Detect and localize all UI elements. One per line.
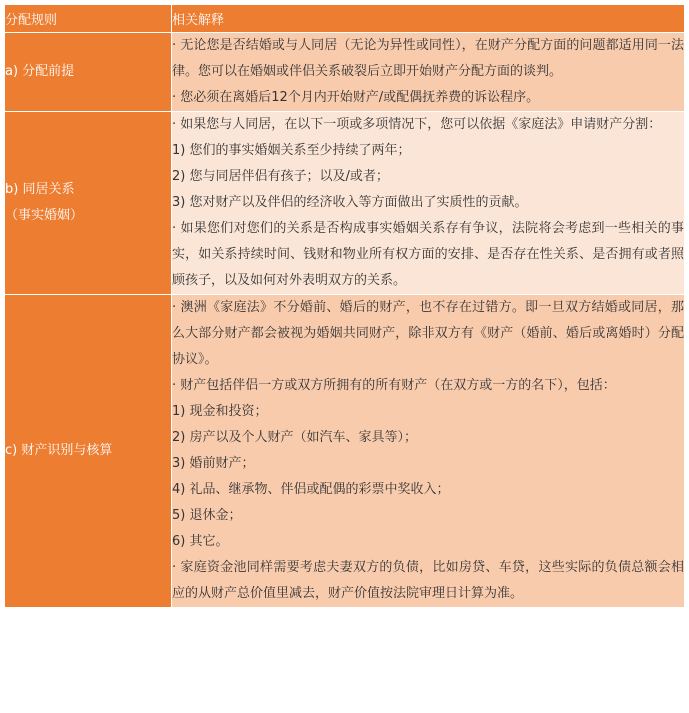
- row-label-text: a) 分配前提: [5, 64, 75, 79]
- explanation-line: · 财产包括伴侣一方或双方所拥有的所有财产（在双方或一方的名下），包括：: [172, 378, 616, 393]
- row-label-text: （事实婚姻）: [5, 208, 84, 223]
- rules-table: [4, 4, 685, 608]
- row-explanation: [172, 33, 685, 112]
- row-label-text: c) 财产识别与核算: [5, 443, 113, 458]
- explanation-line: 1) 现金和投资；: [172, 404, 268, 419]
- explanation-line: 5) 退休金；: [172, 508, 242, 523]
- table-row: [5, 112, 685, 295]
- column-header-explanation: 相关解释: [172, 5, 685, 33]
- table-row: [5, 295, 685, 608]
- row-label: [5, 33, 172, 112]
- column-header-rule: 分配规则: [5, 5, 172, 33]
- row-explanation: [172, 112, 685, 295]
- table-row: [5, 33, 685, 112]
- row-label: [5, 112, 172, 295]
- row-label: [5, 295, 172, 608]
- explanation-line: 2) 房产以及个人财产（如汽车、家具等）；: [172, 430, 417, 445]
- explanation-line: 3) 婚前财产；: [172, 456, 255, 471]
- explanation-line: 4) 礼品、继承物、伴侣或配偶的彩票中奖收入；: [172, 482, 450, 497]
- row-label-text: b) 同居关系: [5, 182, 75, 197]
- explanation-line: 6) 其它。: [172, 534, 229, 549]
- explanation-line: · 您必须在离婚后12个月内开始财产/或配偶抚养费的诉讼程序。: [172, 90, 540, 105]
- explanation-line: 3) 您对财产以及伴侣的经济收入等方面做出了实质性的贡献。: [172, 195, 528, 210]
- explanation-line: · 如果您与人同居，在以下一项或多项情况下，您可以依据《家庭法》申请财产分割：: [172, 117, 662, 132]
- table-header-row: [5, 5, 685, 33]
- explanation-line: · 如果您们对您们的关系是否构成事实婚姻关系存有争议，法院将会考虑到一些相关的事实，如关系持续时间、钱财和物业所有权方面的安排、是否存在性关系、是否拥有或者照顾孩子，以及如何对外表明双方的关系。: [172, 221, 684, 288]
- explanation-line: · 家庭资金池同样需要考虑夫妻双方的负债，比如房贷、车贷，这些实际的负债总额会相应的从财产总价值里减去，财产价值按法院审理日计算为准。: [172, 560, 684, 601]
- watermark-logo: Jing Jing Group: [534, 673, 675, 693]
- explanation-line: 1) 您们的事实婚姻关系至少持续了两年；: [172, 143, 411, 158]
- explanation-line: · 澳洲《家庭法》不分婚前、婚后的财产，也不存在过错方。即一旦双方结婚或同居，那么大部分财产都会被视为婚姻共同财产，除非双方有《财产（婚前、婚后或离婚时）分配协议》。: [172, 300, 684, 367]
- row-explanation: [172, 295, 685, 608]
- explanation-line: 2) 您与同居伴侣有孩子；以及/或者；: [172, 169, 389, 184]
- explanation-line: · 无论您是否结婚或与人同居（无论为异性或同性），在财产分配方面的问题都适用同一法律。您可以在婚姻或伴侣关系破裂后立即开始财产分配方面的谈判。: [172, 38, 684, 79]
